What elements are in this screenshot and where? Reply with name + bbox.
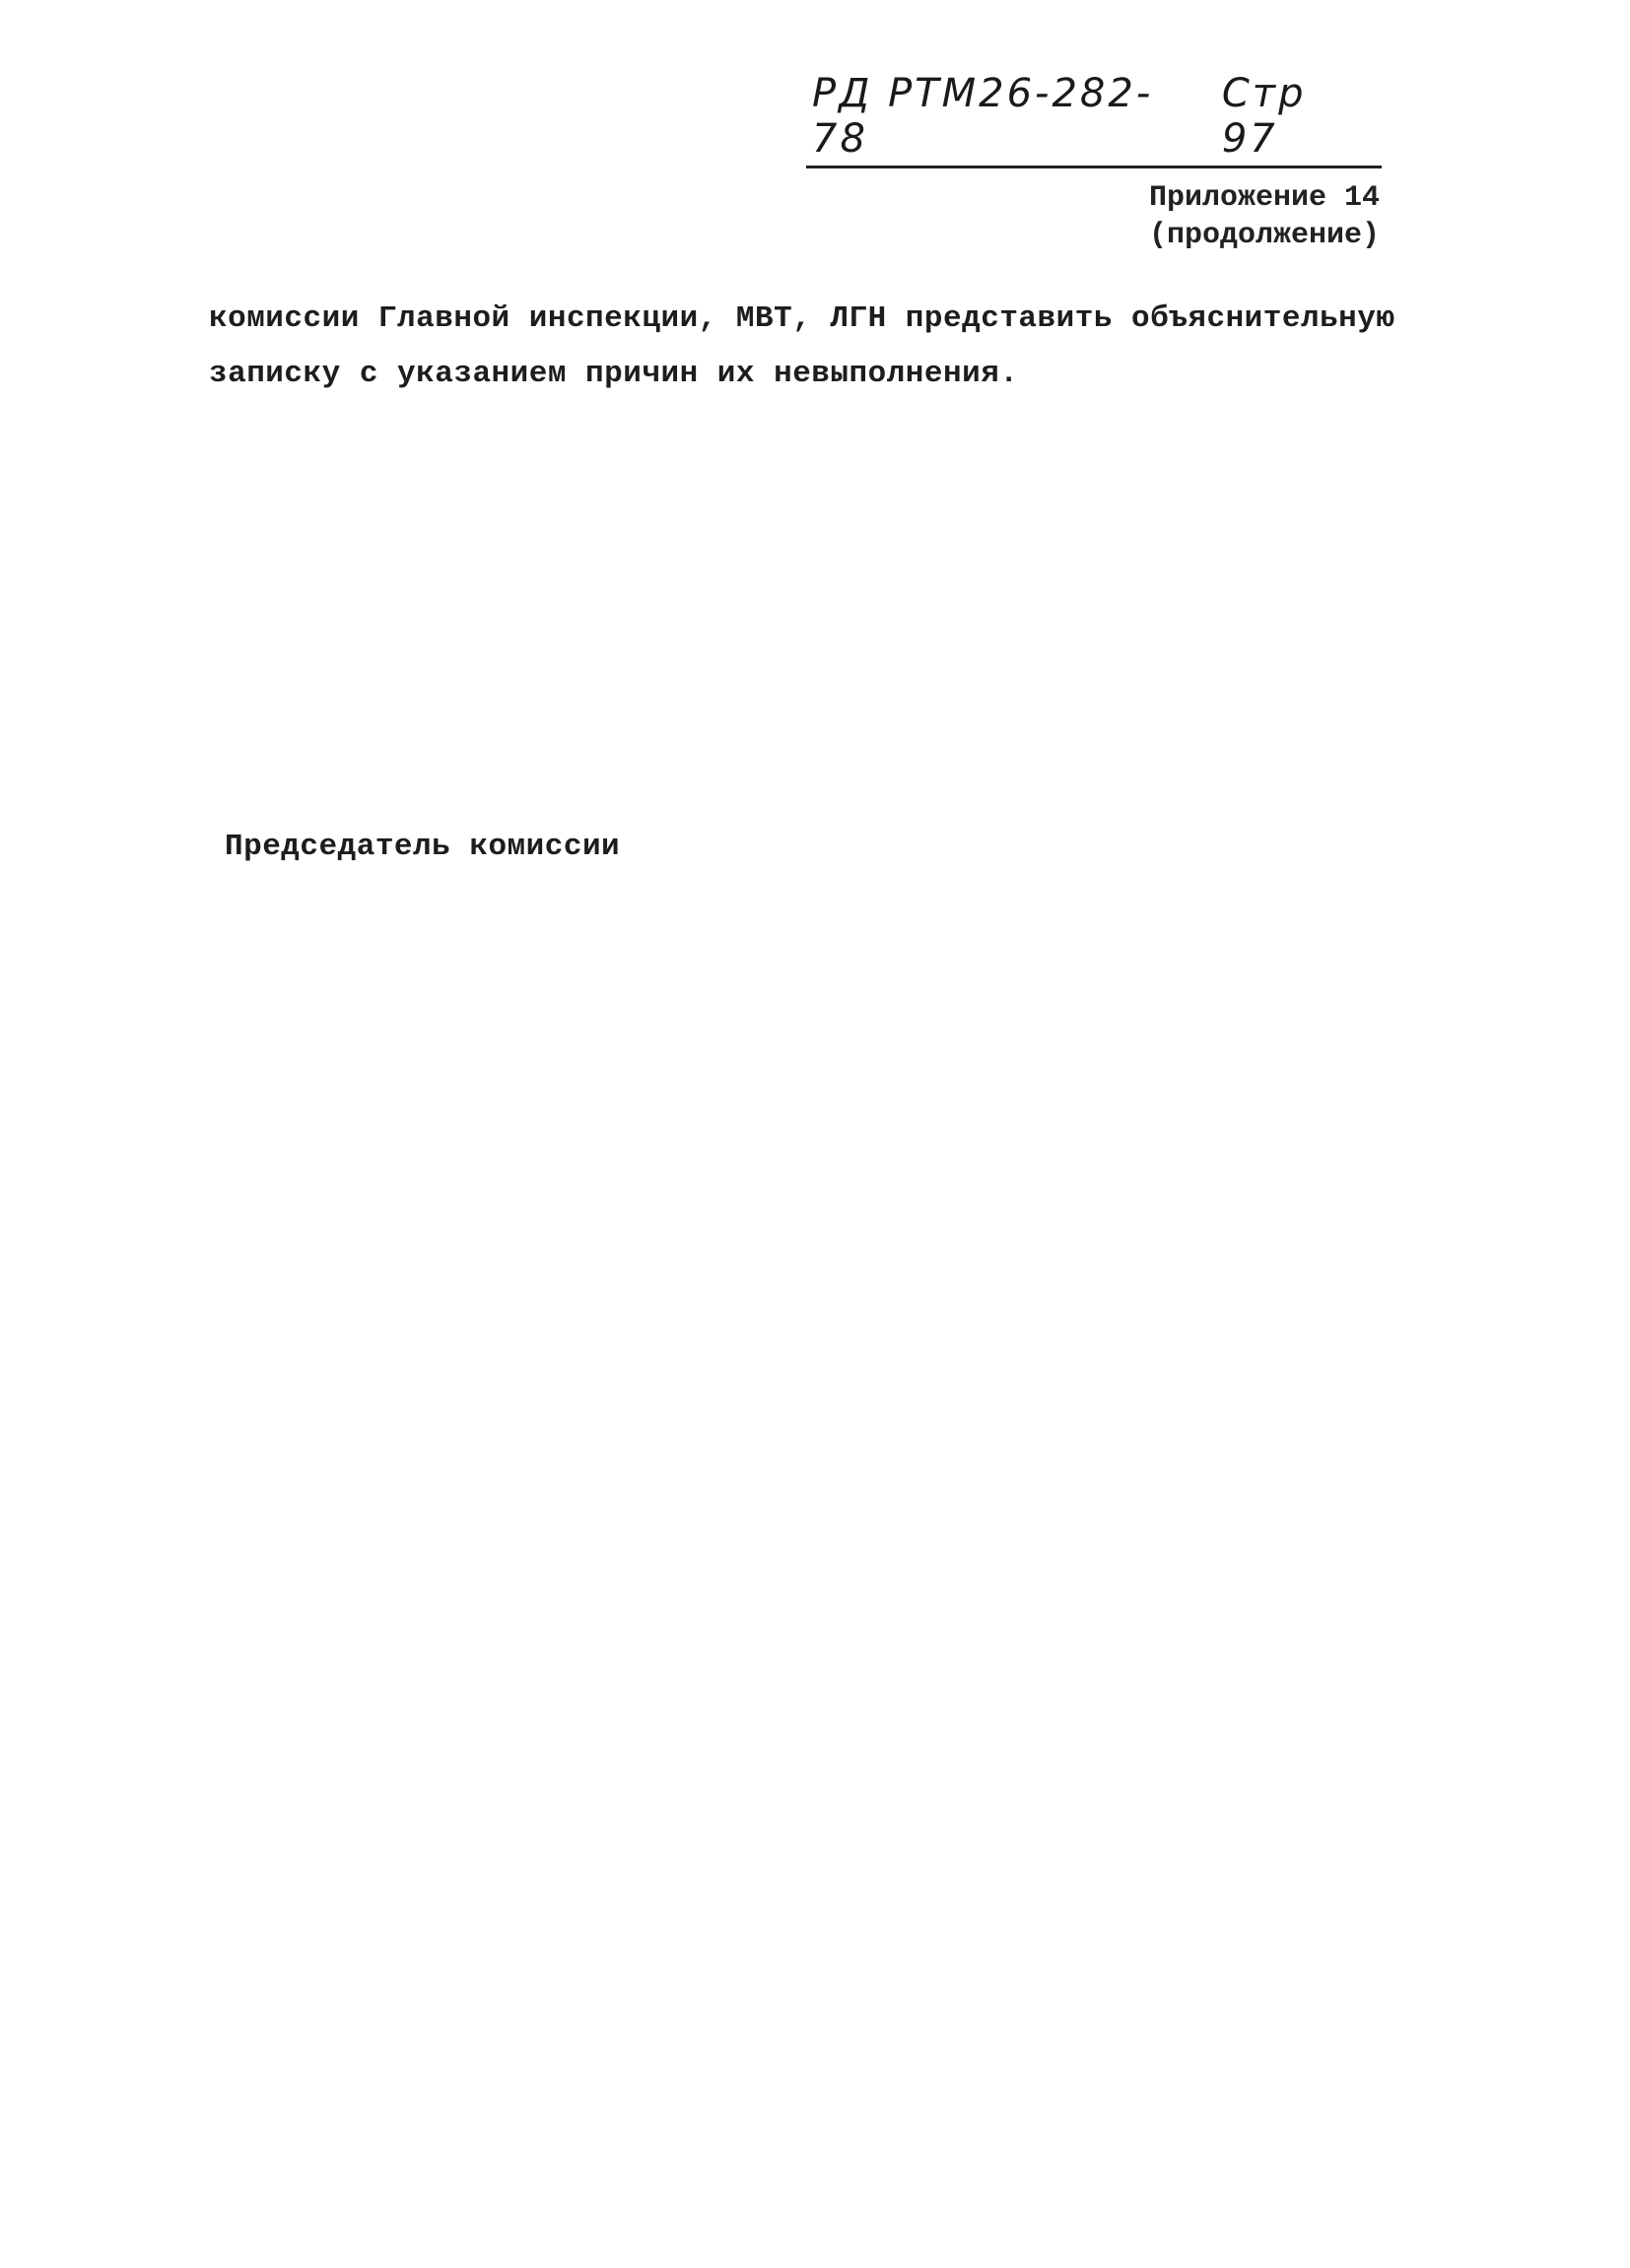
document-code: РД РТМ26-282-78 (806, 71, 1212, 168)
annex-continuation: (продолжение) (1148, 219, 1380, 252)
annex-title: Приложение 14 (1148, 181, 1380, 215)
body-paragraph (209, 292, 1421, 402)
commission-chairman-label: Председатель комиссии (225, 830, 621, 864)
body-line-1: комиссии Главной инспекции, МВТ, ЛГН представить объяснительную (209, 301, 1395, 336)
page-reference: Стр 97 (1221, 71, 1307, 162)
document-designation-header (806, 71, 1382, 168)
annex-label (1084, 179, 1380, 254)
body-line-2: записку с указанием причин их невыполнения. (209, 357, 1019, 391)
